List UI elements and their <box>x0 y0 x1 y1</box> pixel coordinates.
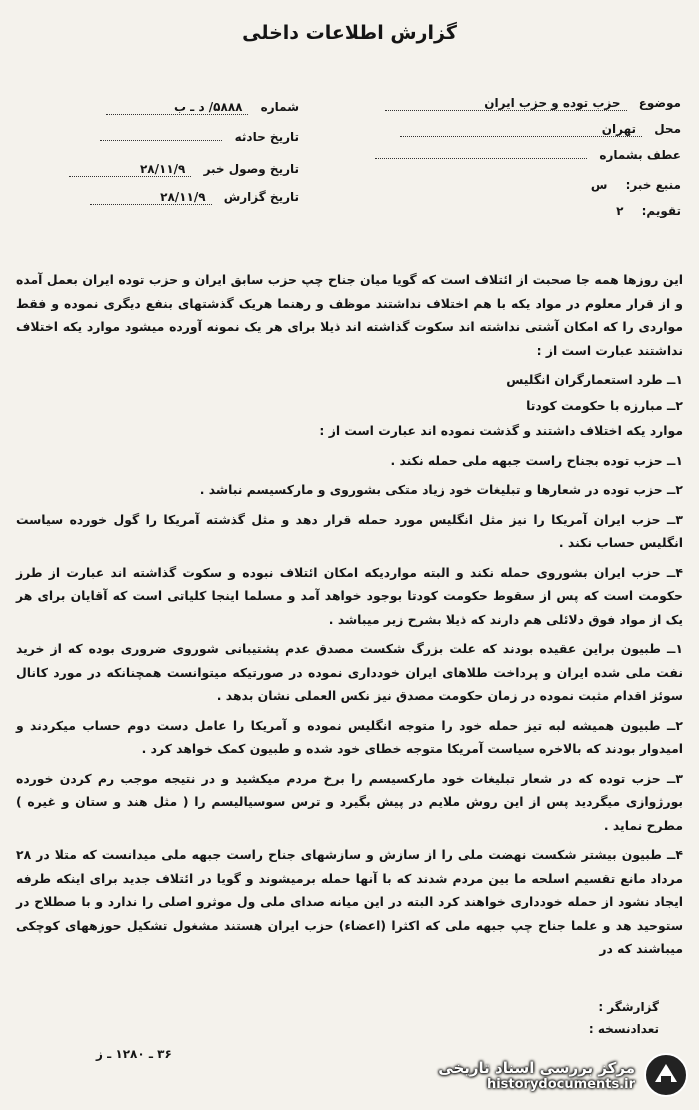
list-item: ۲ــ طبیون همیشه لبه تیز حمله خود را متوجه انگلیس نموده و آمریکا را عامل دست دوم حساب میکردند و امیدوار بودند که بالاخره سیاست آمریکا متوجه خطای خود شده و طبیون کمک خواهد کرد . <box>16 717 683 756</box>
paragraph: این روزها همه جا صحبت از ائتلاف است که گویا میان جناح چپ حزب سابق ایران و حزب توده ایران بعمل آمده و از قرار معلوم در مواد یکه با هم اختلاف نداشتند موظف و رهنما هریک گذشتهای بنفع دیگری نموده و فقط مواردی را که امکان آشتی نداشته اند سکوت گذاشته اند ذیلا برای هر یک نمونه آورده میشود موارد یکه اختلاف نداشتند عبارت است از : <box>16 272 683 358</box>
archive-logo-icon <box>643 1052 689 1098</box>
document-title: گزارش اطلاعات داخلی <box>242 22 457 44</box>
list-item: ۳ــ حزب توده که در شعار تبلیغات خود مارکسیسم را برخ مردم میکشید و در نتیجه موجب رم کردن خورده بورژوازی میگردید پس از این روش ملایم در پیش بگیرد و ترس سوسیالیسم را ( مثل هند و ستان و غیره ) مطرح نماید . <box>16 770 683 833</box>
header-rating: تقویم: ۲ <box>616 204 681 218</box>
watermark-url: historydocuments.ir <box>486 1076 635 1092</box>
header-subject: موضوع حزب توده و حزب ایران <box>385 96 681 111</box>
list-item: ۴ــ حزب ایران بشوروی حمله نکند و البته مواردیکه امکان ائتلاف نبوده و سکوت گذاشته اند عبارت از طرز حکومت است که پس از سقوط حکومت کودتا بوجود خواهد آمد و مسلما اینجا کلیاتی است که آقایان برای هر یک از مواد فوق دلائلی هم دارند که ذیلا بشرح زیر میباشد . <box>16 564 683 627</box>
header-reference: عطف بشماره <box>375 148 681 162</box>
header-report-date: تاریخ گزارش ۲۸/۱۱/۹ <box>90 190 299 205</box>
header-incident-date: تاریخ حادثه <box>100 130 299 144</box>
header-source: منبع خبر: س <box>590 178 681 192</box>
header-location: محل تهران <box>400 122 681 137</box>
list-item: ۲ــ مبارزه با حکومت کودتا <box>526 397 683 413</box>
header-number: شماره ۵۸۸۸/ د ـ ب <box>106 100 299 115</box>
copies-label: تعدادنسخه : <box>588 1022 659 1036</box>
reporter-label: گزارشگر : <box>598 1000 659 1014</box>
header-received-date: تاریخ وصول خبر ۲۸/۱۱/۹ <box>69 162 299 177</box>
list-item: ۱ــ طبیون براین عقیده بودند که علت بزرگ شکست مصدق عدم پشتیبانی شوروی ضروری بوده که از خرید نفت ملی شده ایران و پرداخت طلاهای ایران خودداری نموده در صورتیکه میتوانست همچنانکه در مورد کانال سوئز اقدام مثبت نموده در زمان حکومت مصدق نیز نکس العملی نشان بدهد . <box>16 641 683 703</box>
paragraph: موارد یکه اختلاف داشتند و گذشت نموده اند عبارت است از : <box>319 423 683 438</box>
document-body <box>16 268 683 963</box>
list-item: ۱ــ حزب توده بجناح راست جبهه ملی حمله نکند . <box>390 452 683 468</box>
list-item: ۳ــ حزب ایران آمریکا را نیز مثل انگلیس مورد حمله قرار دهد و مثل گذشته آمریکا را گول خورده سیاست انگلیس حساب نکند . <box>16 511 683 550</box>
list-item: ۲ــ حزب توده در شعارها و تبلیغات خود زیاد متکی بشوروی و مارکسیسم نباشد . <box>199 482 683 497</box>
document-number: ۳۶ ـ ۱۲۸۰ ـ ز <box>96 1047 172 1061</box>
list-item: ۱ــ طرد استعمارگران انگلیس <box>506 372 683 387</box>
list-item: ۴ــ طبیون بیشتر شکست نهضت ملی را از سازش و سازشهای جناح راست جبهه ملی میدانست که متلا در ۲۸ مرداد مانع تقسیم اسلحه ما بین مردم شدند که با آنها حمله برمیشوند و گویا در ائتلاف جدید برای اینکه طرفه ایجاد نشود از حمله خودداری خواهند کرد البته در این میانه صدای ملی ول موثرو اصلی را ندارد و با صطلاح در ستوحید هد و علما جناح چپ جبهه ملی که اکثرا (اعضاء) حزب ایران هستند مشغول تشکیل حوزههای کوچکی میباشند که در <box>16 847 683 956</box>
watermark-name: مرکز بررسی اسناد تاریخی <box>438 1058 635 1077</box>
archive-watermark <box>409 1046 689 1104</box>
